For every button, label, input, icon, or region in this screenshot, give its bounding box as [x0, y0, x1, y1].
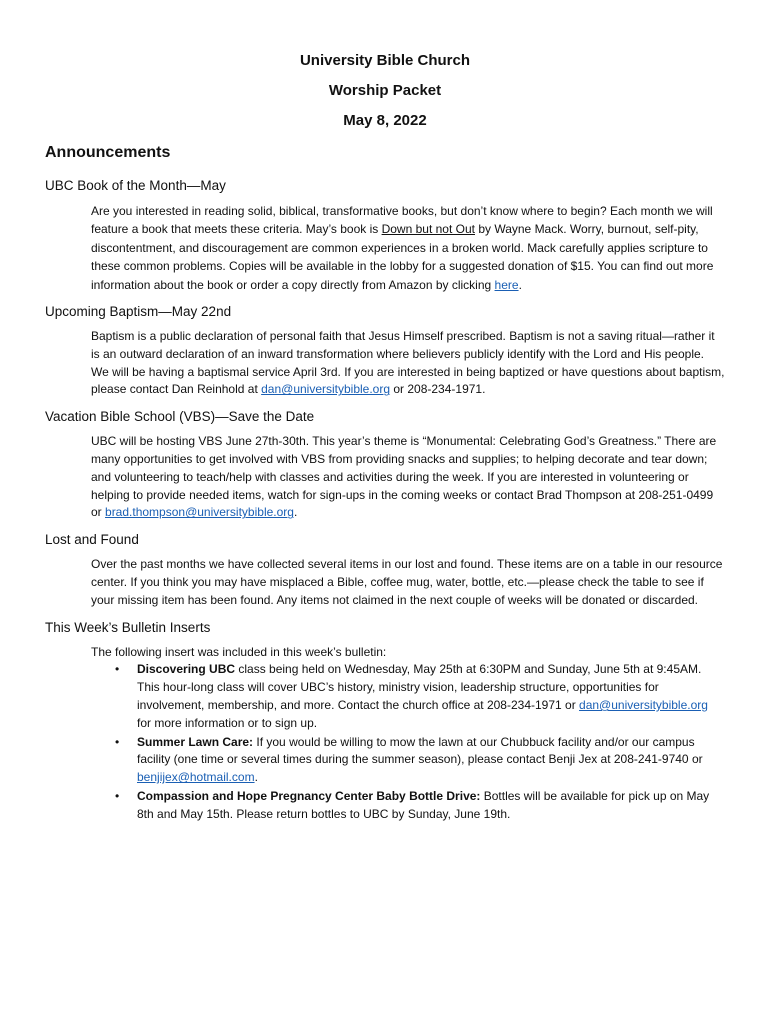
- inserts-heading: This Week’s Bulletin Inserts: [45, 619, 211, 635]
- baptism-paragraph: [91, 328, 725, 399]
- lost-found-heading: Lost and Found: [45, 532, 139, 548]
- vbs-paragraph: [91, 433, 725, 522]
- insert-text: class being held on Wednesday, May 25th at 6:30PM and Sunday, June 5th at 9:45AM. This hour-long class will cover UBC’s history, ministry vision, leadership structure, opportunities for involvement, membership, and more. Contact the church office at 208-234-1971 or: [137, 662, 702, 712]
- book-title: Down but not Out: [381, 222, 475, 237]
- bullet-icon: •: [115, 734, 120, 749]
- church-name: University Bible Church: [299, 52, 471, 69]
- baptism-text-2: or 208-234-1971.: [390, 382, 486, 397]
- book-text-3: .: [518, 277, 522, 292]
- baptism-heading: Upcoming Baptism—May 22nd: [45, 304, 232, 320]
- packet-date: May 8, 2022: [343, 112, 427, 129]
- baptism-text-1: Baptism is a public declaration of personal faith that Jesus Himself prescribed. Baptism is not a saving ritual—rather it is an outward declaration of an inward transformation where believers publicly identify with the Lord and His people. We will be having a baptismal service April 3rd. If you are interested in being baptized or have questions about baptism, please contact Dan Reinhold at: [91, 329, 725, 397]
- insert-title: Compassion and Hope Pregnancy Center Baby Bottle Drive:: [137, 788, 481, 803]
- bullet-icon: •: [115, 662, 120, 677]
- packet-title: Worship Packet: [328, 82, 442, 99]
- insert-text-2: for more information or to sign up.: [137, 715, 318, 730]
- vbs-heading: Vacation Bible School (VBS)—Save the Date: [45, 409, 315, 425]
- list-item: [91, 661, 725, 732]
- insert-title: Summer Lawn Care:: [137, 734, 254, 749]
- announcements-heading: Announcements: [45, 144, 171, 161]
- vbs-email-link[interactable]: brad.thompson@universitybible.org: [105, 505, 294, 520]
- insert-text-2: .: [254, 770, 258, 785]
- inserts-intro: The following insert was included in this week’s bulletin:: [91, 644, 387, 659]
- book-text-2: by Wayne Mack. Worry, burnout, self-pity, discontentment, and discouragement are common experiences in a broken world. Mack carefully applies scripture to these common problems. Copies will be available in the lobby for a suggested donation of $15. You can find out more information about the book or order a copy directly from Amazon by clicking: [91, 222, 714, 292]
- book-text-1: Are you interested in reading solid, biblical, transformative books, but don’t know where to begin? Each month we will feature a book that meets these criteria. May’s book is: [91, 204, 713, 237]
- book-paragraph: [91, 202, 725, 294]
- list-item: [91, 788, 725, 824]
- baptism-email-link[interactable]: dan@universitybible.org: [261, 382, 391, 397]
- vbs-text-1: UBC will be hosting VBS June 27th-30th. This year’s theme is “Monumental: Celebrating God’s Greatness.” There are many opportunities to get involved with VBS from providing snacks and supplies; to helping decorate and tear down; and volunteering to teach/help with classes and activities during the week. If you are interested in volunteering or helping to provide needed items, watch for sign-ups in the coming weeks or contact Brad Thompson at 208-251-0499 or: [91, 434, 717, 520]
- insert-title: Discovering UBC: [137, 662, 236, 677]
- insert-email-link[interactable]: benjijex@hotmail.com: [137, 770, 255, 785]
- amazon-link[interactable]: here: [494, 277, 519, 292]
- insert-text: Bottles will be available for pick up on May 8th and May 15th. Please return bottles to UBC by Sunday, June 19th.: [137, 788, 710, 821]
- vbs-text-2: .: [293, 505, 298, 520]
- list-item: [91, 734, 725, 787]
- insert-email-link[interactable]: dan@universitybible.org: [579, 697, 708, 712]
- bullet-icon: •: [115, 788, 120, 803]
- book-heading: UBC Book of the Month—May: [45, 178, 226, 193]
- title-block: [45, 46, 725, 136]
- inserts-list: [91, 661, 725, 823]
- lost-found-paragraph: Over the past months we have collected several items in our lost and found. These items are on a table in our resource center. If you think you may have misplaced a Bible, coffee mug, water, bottle, etc.—please check the table to see if your missing item has been found. Any items not claimed in the next couple of weeks will be donated or discarded.: [91, 557, 723, 607]
- insert-text: If you would be willing to mow the lawn at our Chubbuck facility and/or our campus facility (one time or several times during the summer season), please contact Benji Jex at 208-241-9740 or: [137, 734, 703, 767]
